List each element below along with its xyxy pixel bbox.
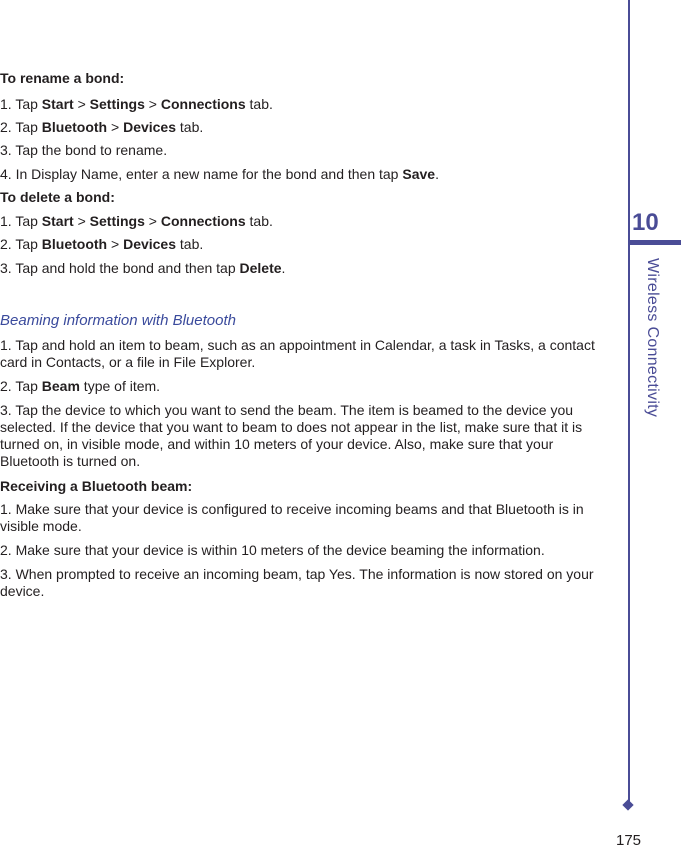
delete-step-2: 2. Tap Bluetooth > Devices tab. xyxy=(0,236,204,252)
beaming-step-3: 3. Tap the device to which you want to send the beam. The item is beamed to the device you selected. If the device that you want to beam to does not appear in the list, make sure that it is turned on, in visible mode, and within 10 meters of your device. Also, make sure that your Bluetooth is turned on. xyxy=(0,402,583,469)
rename-heading: To rename a bond: xyxy=(0,70,125,86)
delete-step-1: 1. Tap Start > Settings > Connections tab. xyxy=(0,213,273,229)
chapter-title: Wireless Connectivity xyxy=(644,258,661,418)
receiving-step-3: 3. When prompted to receive an incoming beam, tap Yes. The information is now stored on your device. xyxy=(0,566,594,599)
beaming-step-1: 1. Tap and hold an item to beam, such as an appointment in Calendar, a task in Tasks, a contact card in Contacts, or a file in File Explorer. xyxy=(0,337,595,370)
diamond-icon xyxy=(622,799,633,810)
delete-step-3: 3. Tap and hold the bond and then tap Delete. xyxy=(0,260,286,276)
rename-step-4: 4. In Display Name, enter a new name for the bond and then tap Save. xyxy=(0,166,439,182)
rename-step-1: 1. Tap Start > Settings > Connections tab. xyxy=(0,96,273,112)
receiving-step-1: 1. Make sure that your device is configured to receive incoming beams and that Bluetooth is in visible mode. xyxy=(0,501,584,534)
rename-step-3: 3. Tap the bond to rename. xyxy=(0,142,168,158)
rename-step-2: 2. Tap Bluetooth > Devices tab. xyxy=(0,119,204,135)
beaming-section-title: Beaming information with Bluetooth xyxy=(0,312,236,329)
delete-heading: To delete a bond: xyxy=(0,189,115,205)
page-number: 175 xyxy=(616,832,642,849)
receiving-step-2: 2. Make sure that your device is within 10 meters of the device beaming the information. xyxy=(0,542,545,558)
receiving-heading: Receiving a Bluetooth beam: xyxy=(0,478,193,494)
chapter-tab-bar xyxy=(630,240,681,245)
beaming-step-2: 2. Tap Beam type of item. xyxy=(0,378,161,394)
chapter-number: 10 xyxy=(632,209,659,236)
